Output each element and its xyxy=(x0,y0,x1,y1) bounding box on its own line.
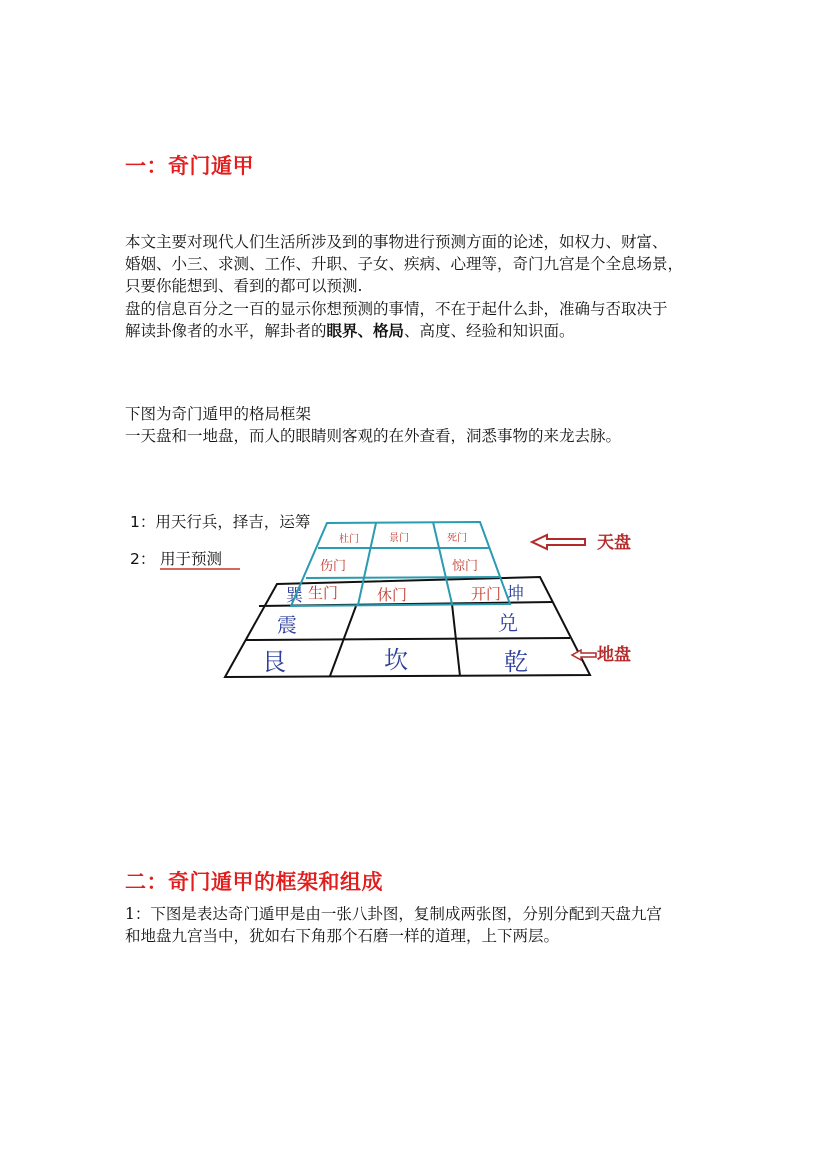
earth-plate-label: 地盘 xyxy=(597,645,631,665)
sky-plate-label: 天盘 xyxy=(597,533,631,553)
section2-line-1: 1：下图是表达奇门遁甲是由一张八卦图，复制成两张图，分别分配到天盘九宫 xyxy=(125,905,662,923)
use-note-2-text: 用于预测 xyxy=(160,550,223,568)
use-note-2-num: 2： xyxy=(130,550,156,568)
palace-xun: 巽 xyxy=(286,586,303,606)
use-note-1: 1：用天行兵，择吉，运筹 xyxy=(130,513,311,531)
gate-jing-scene: 景门 xyxy=(389,533,409,544)
caption-line-2: 一天盘和一地盘，而人的眼睛则客观的在外查看，洞悉事物的来龙去脉。 xyxy=(125,427,622,446)
para2-line-1: 盘的信息百分之一百的显示你想预测的事情，不在于起什么卦，准确与否取决于 xyxy=(125,299,668,318)
palace-dui: 兑 xyxy=(498,611,518,635)
earth-row-line-2 xyxy=(245,638,570,640)
earth-arrow-icon xyxy=(572,650,596,660)
para2-prefix: 解读卦像者的水平，解卦者的 xyxy=(125,321,327,340)
earth-col-line-2 xyxy=(452,604,460,676)
caption-paragraph xyxy=(125,403,705,447)
section2-line-2: 和地盘九宫当中，犹如右下角那个石磨一样的道理，上下两层。 xyxy=(125,927,560,946)
gate-kai: 开门 xyxy=(471,585,502,603)
intro-line-1: 本文主要对现代人们生活所涉及到的事物进行预测方面的论述，如权力、财富、 xyxy=(125,233,668,251)
para2-line-2 xyxy=(125,320,705,342)
sky-row-line-2 xyxy=(306,577,500,578)
gate-du: 杜门 xyxy=(339,534,359,545)
earth-col-line-1 xyxy=(330,606,356,676)
palace-zhen: 震 xyxy=(277,613,297,637)
para2-suffix: 、高度、经验和知识面。 xyxy=(404,321,575,340)
qimen-diagram xyxy=(120,500,660,690)
intro-line-2: 婚姻、小三、求测、工作、升职、子女、疾病、心理等，奇门九宫是个全息场景， xyxy=(125,255,684,274)
sky-arrow-icon xyxy=(532,535,585,549)
palace-qian: 乾 xyxy=(504,648,528,676)
gate-xiu: 休门 xyxy=(377,586,408,604)
section2-paragraph xyxy=(125,903,705,947)
section2-heading: 二：奇门遁甲的框架和组成 xyxy=(125,870,383,894)
gate-sheng: 生门 xyxy=(308,584,339,602)
palace-kan: 坎 xyxy=(384,646,408,674)
caption-line-1: 下图为奇门遁甲的格局框架 xyxy=(125,405,312,423)
palace-gen: 艮 xyxy=(262,648,286,676)
gate-shang: 伤门 xyxy=(320,559,347,574)
gate-jing-alarm: 惊门 xyxy=(452,559,479,574)
section1-heading: 一：奇门遁甲 xyxy=(125,154,254,178)
para2-bold: 眼界、格局 xyxy=(326,321,405,340)
sky-col-line-1 xyxy=(358,523,376,605)
intro-paragraph xyxy=(125,231,705,342)
palace-kun: 坤 xyxy=(507,584,524,604)
gate-si: 死门 xyxy=(447,533,467,544)
intro-line-3: 只要你能想到、看到的都可以预测. xyxy=(125,277,363,296)
